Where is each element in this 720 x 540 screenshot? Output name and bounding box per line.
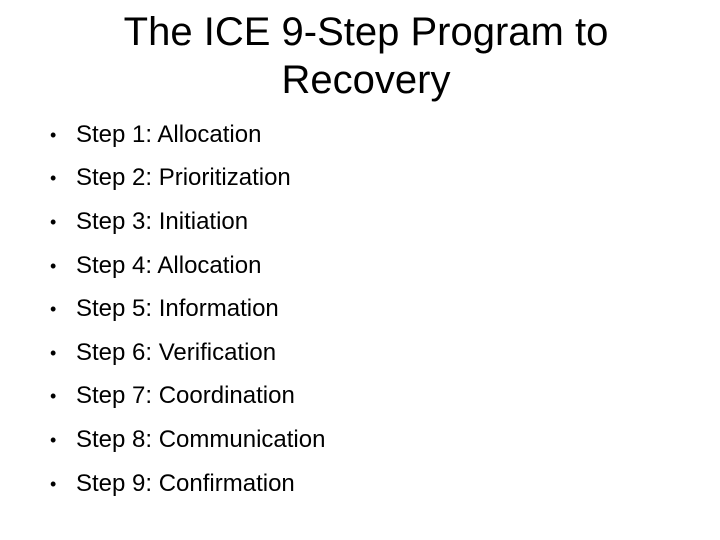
bullet-icon: • [50,124,57,145]
slide-title-line-2: Recovery [281,58,451,102]
bullet-text: Step 3: Initiation [76,207,249,235]
bullet-icon: • [50,299,57,320]
bullet-item-step-9 [50,462,325,506]
bullet-item-step-7 [50,375,325,419]
bullet-item-step-6 [50,331,325,375]
bullet-item-step-4 [50,244,325,288]
bullet-icon: • [50,386,57,407]
bullet-text: Step 5: Information [76,295,279,323]
bullet-item-step-5 [50,287,325,331]
bullet-text: Step 9: Confirmation [76,469,295,497]
slide-title-line-1: The ICE 9-Step Program to [123,10,609,54]
bullet-text: Step 8: Communication [76,425,326,453]
bullet-text: Step 4: Allocation [76,251,262,279]
bullet-item-step-1 [50,113,325,157]
bullet-text: Step 6: Verification [76,338,277,366]
bullet-icon: • [50,168,57,189]
bullet-text: Step 7: Coordination [76,382,295,410]
bullet-item-step-8 [50,418,325,462]
bullet-icon: • [50,342,57,363]
bullet-item-step-2 [50,157,325,201]
bullet-icon: • [50,429,57,450]
slide-title [0,8,720,104]
bullet-text: Step 2: Prioritization [76,164,291,192]
bullet-item-step-3 [50,200,325,244]
bullet-text: Step 1: Allocation [76,120,262,148]
bullet-icon: • [50,473,57,494]
bullet-list [50,113,325,505]
bullet-icon: • [50,211,57,232]
bullet-icon: • [50,255,57,276]
